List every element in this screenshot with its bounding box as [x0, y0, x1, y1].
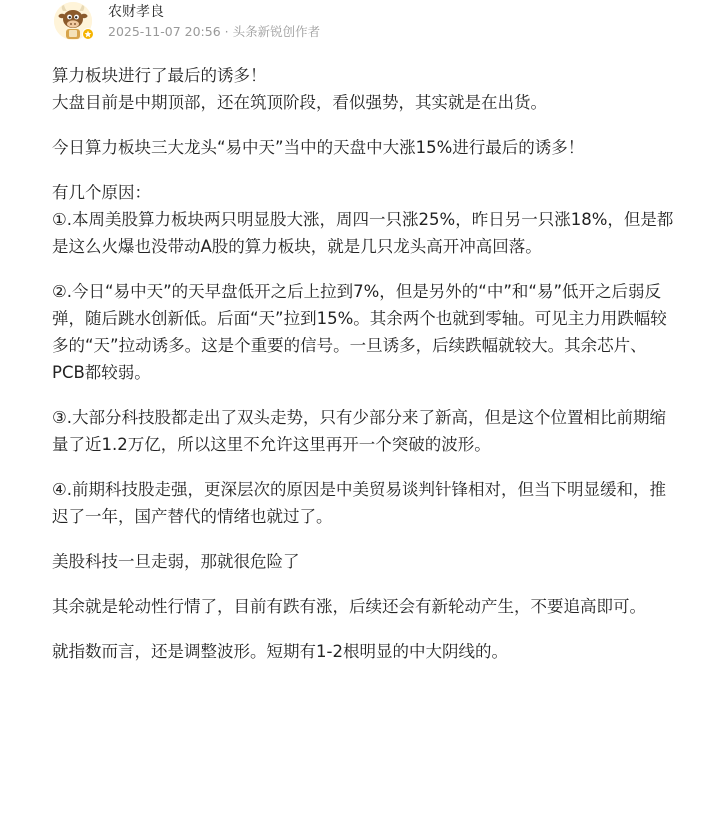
author-name[interactable]: 农财孝良 [108, 4, 164, 20]
paragraph [52, 476, 710, 530]
paragraph-line: 迟了一年，国产替代的情绪也就过了。 [52, 507, 333, 526]
paragraph-line: 多的“天”拉动诱多。这是个重要的信号。一旦诱多，后续跌幅就较大。其余芯片、 [52, 336, 647, 355]
paragraph [52, 638, 710, 665]
post-header [54, 0, 710, 46]
paragraph [52, 179, 710, 260]
paragraph-line: ④.前期科技股走强，更深层次的原因是中美贸易谈判针锋相对，但当下明显缓和，推 [52, 480, 667, 499]
paragraph-line: PCB都较弱。 [52, 363, 151, 382]
creator-tag: 头条新锐创作者 [232, 24, 321, 39]
article-body [52, 62, 710, 665]
paragraph-line: 算力板块进行了最后的诱多！ [52, 66, 267, 85]
paragraph-line: 大盘目前是中期顶部，还在筑顶阶段，看似强势，其实就是在出货。 [52, 93, 547, 112]
paragraph-line: 弹，随后跳水创新低。后面“天”拉到15%。其余两个也就到零轴。可见主力用跌幅较 [52, 309, 667, 328]
paragraph-line: ①.本周美股算力板块两只明显股大涨，周四一只涨25%，昨日另一只涨18%，但是都 [52, 210, 674, 229]
paragraph [52, 404, 710, 458]
meta-separator: · [220, 24, 233, 39]
paragraph-line: 是这么火爆也没带动A股的算力板块，就是几只龙头高开冲高回落。 [52, 237, 542, 256]
paragraph [52, 134, 710, 161]
paragraph [52, 548, 710, 575]
post-timestamp: 2025-11-07 20:56 [108, 24, 221, 39]
paragraph-line: 量了近1.2万亿，所以这里不允许这里再开一个突破的波形。 [52, 435, 491, 454]
creator-badge-icon [82, 28, 94, 40]
paragraph-line: 有几个原因： [52, 183, 151, 202]
paragraph-line: 就指数而言，还是调整波形。短期有1-2根明显的中大阴线的。 [52, 642, 508, 661]
paragraph [52, 278, 710, 386]
paragraph-line: ②.今日“易中天”的天早盘低开之后上拉到7%，但是另外的“中”和“易”低开之后弱反 [52, 282, 662, 301]
paragraph-line: 美股科技一旦走弱，那就很危险了 [52, 552, 300, 571]
paragraph-line: ③.大部分科技股都走出了双头走势，只有少部分来了新高，但是这个位置相比前期缩 [52, 408, 667, 427]
paragraph-line: 今日算力板块三大龙头“易中天”当中的天盘中大涨15%进行最后的诱多！ [52, 138, 585, 157]
paragraph-line: 其余就是轮动性行情了，目前有跌有涨，后续还会有新轮动产生，不要追高即可。 [52, 597, 646, 616]
post-meta [108, 23, 320, 41]
paragraph [52, 593, 710, 620]
paragraph [52, 62, 710, 116]
